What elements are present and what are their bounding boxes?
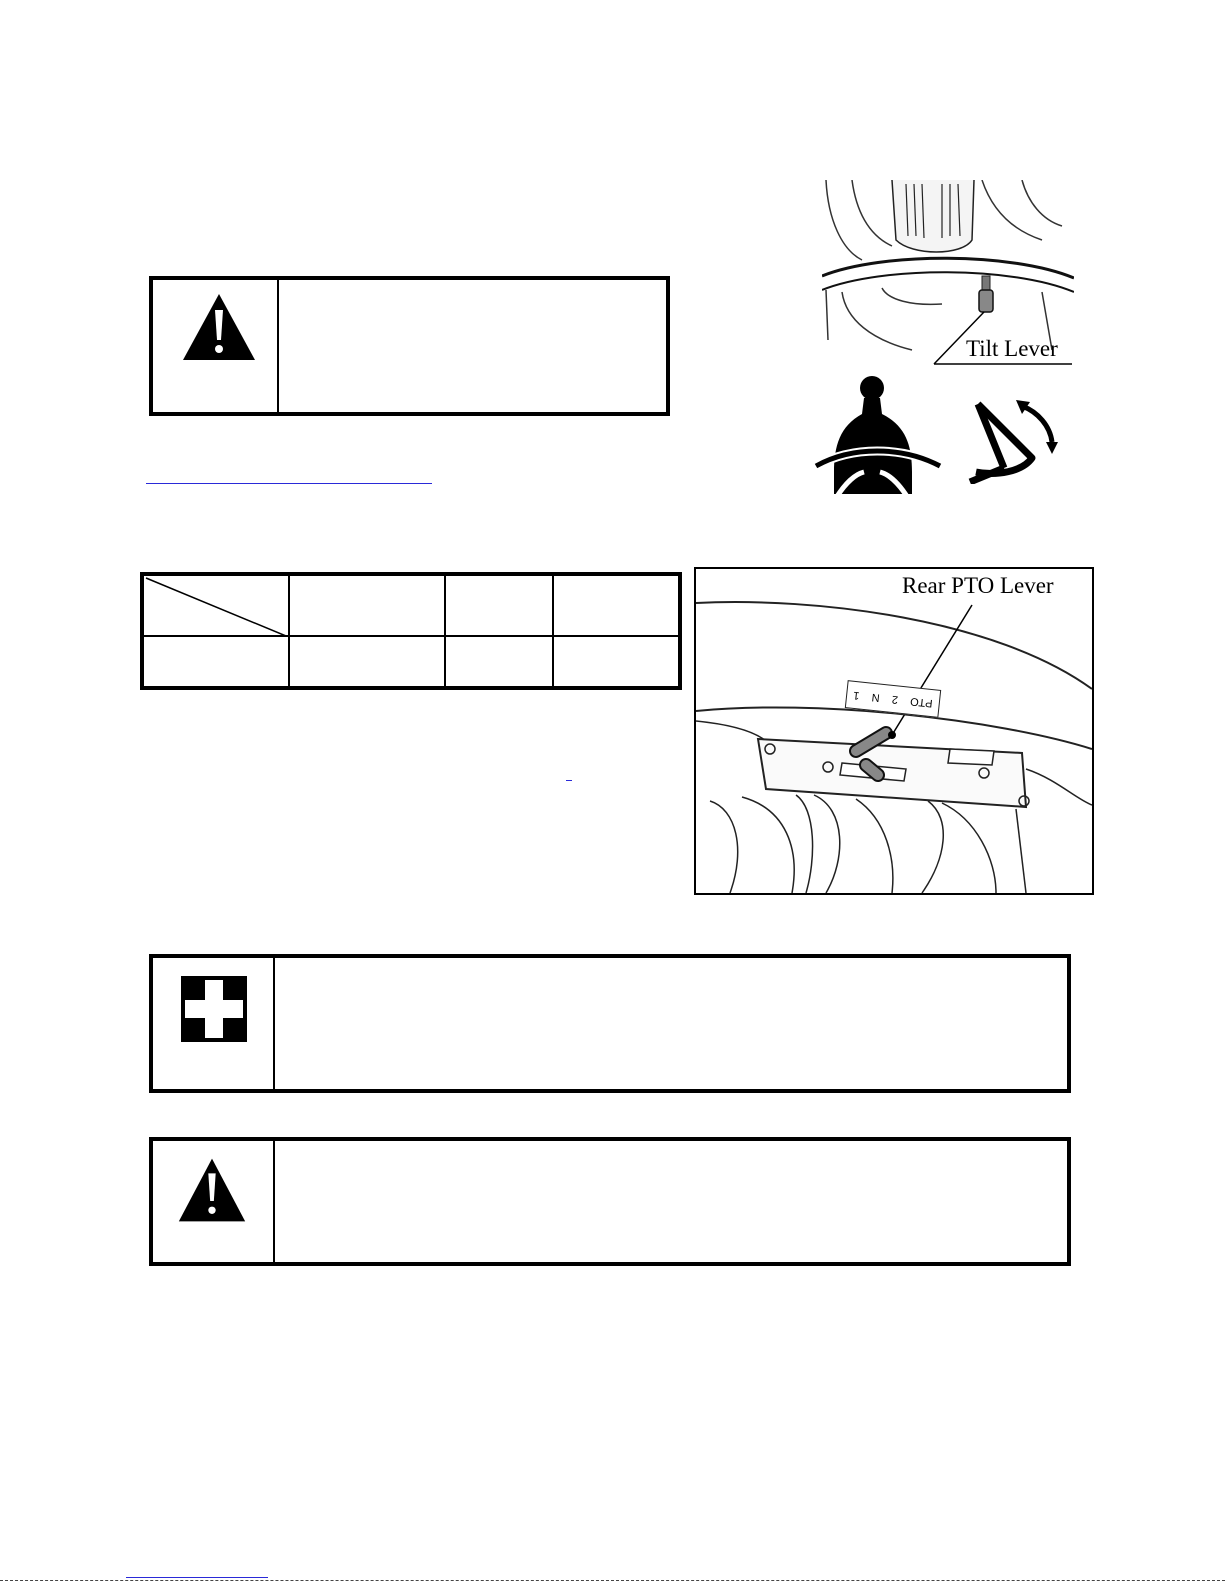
table-cell [445, 636, 553, 688]
tilt-lever-figure [822, 180, 1074, 370]
warning-triangle-icon [175, 1155, 249, 1225]
table-header-cell [553, 574, 680, 636]
pto-plate-label: 2 [891, 692, 899, 706]
seat-belt-icon [812, 374, 946, 498]
warning-box-top [149, 276, 670, 416]
important-box [149, 954, 1071, 1093]
table-cell [553, 636, 680, 688]
warning-box-bottom [149, 1137, 1071, 1266]
footer-rule [0, 1580, 1225, 1581]
rear-pto-lever-caption: Rear PTO Lever [902, 573, 1054, 598]
pto-speed-table [140, 572, 682, 690]
warning-triangle-icon [179, 288, 259, 368]
table-cell [142, 636, 289, 688]
table-header-cell [445, 574, 553, 636]
table-header-cell [289, 574, 445, 636]
small-link-mark [566, 780, 572, 781]
table-cell [289, 636, 445, 688]
footer-link-underline[interactable] [126, 1577, 268, 1578]
link-underline[interactable] [146, 483, 432, 484]
table-corner-cell [142, 574, 289, 636]
tilt-lever-caption: Tilt Lever [966, 336, 1058, 361]
pto-plate-label: PTO [909, 694, 934, 710]
pto-plate-label: 1 [852, 688, 861, 702]
pto-plate-label: N [871, 690, 881, 704]
steering-tilt-icon [966, 398, 1066, 484]
rear-pto-lever-figure [694, 567, 1094, 895]
first-aid-cross-icon [181, 976, 247, 1042]
